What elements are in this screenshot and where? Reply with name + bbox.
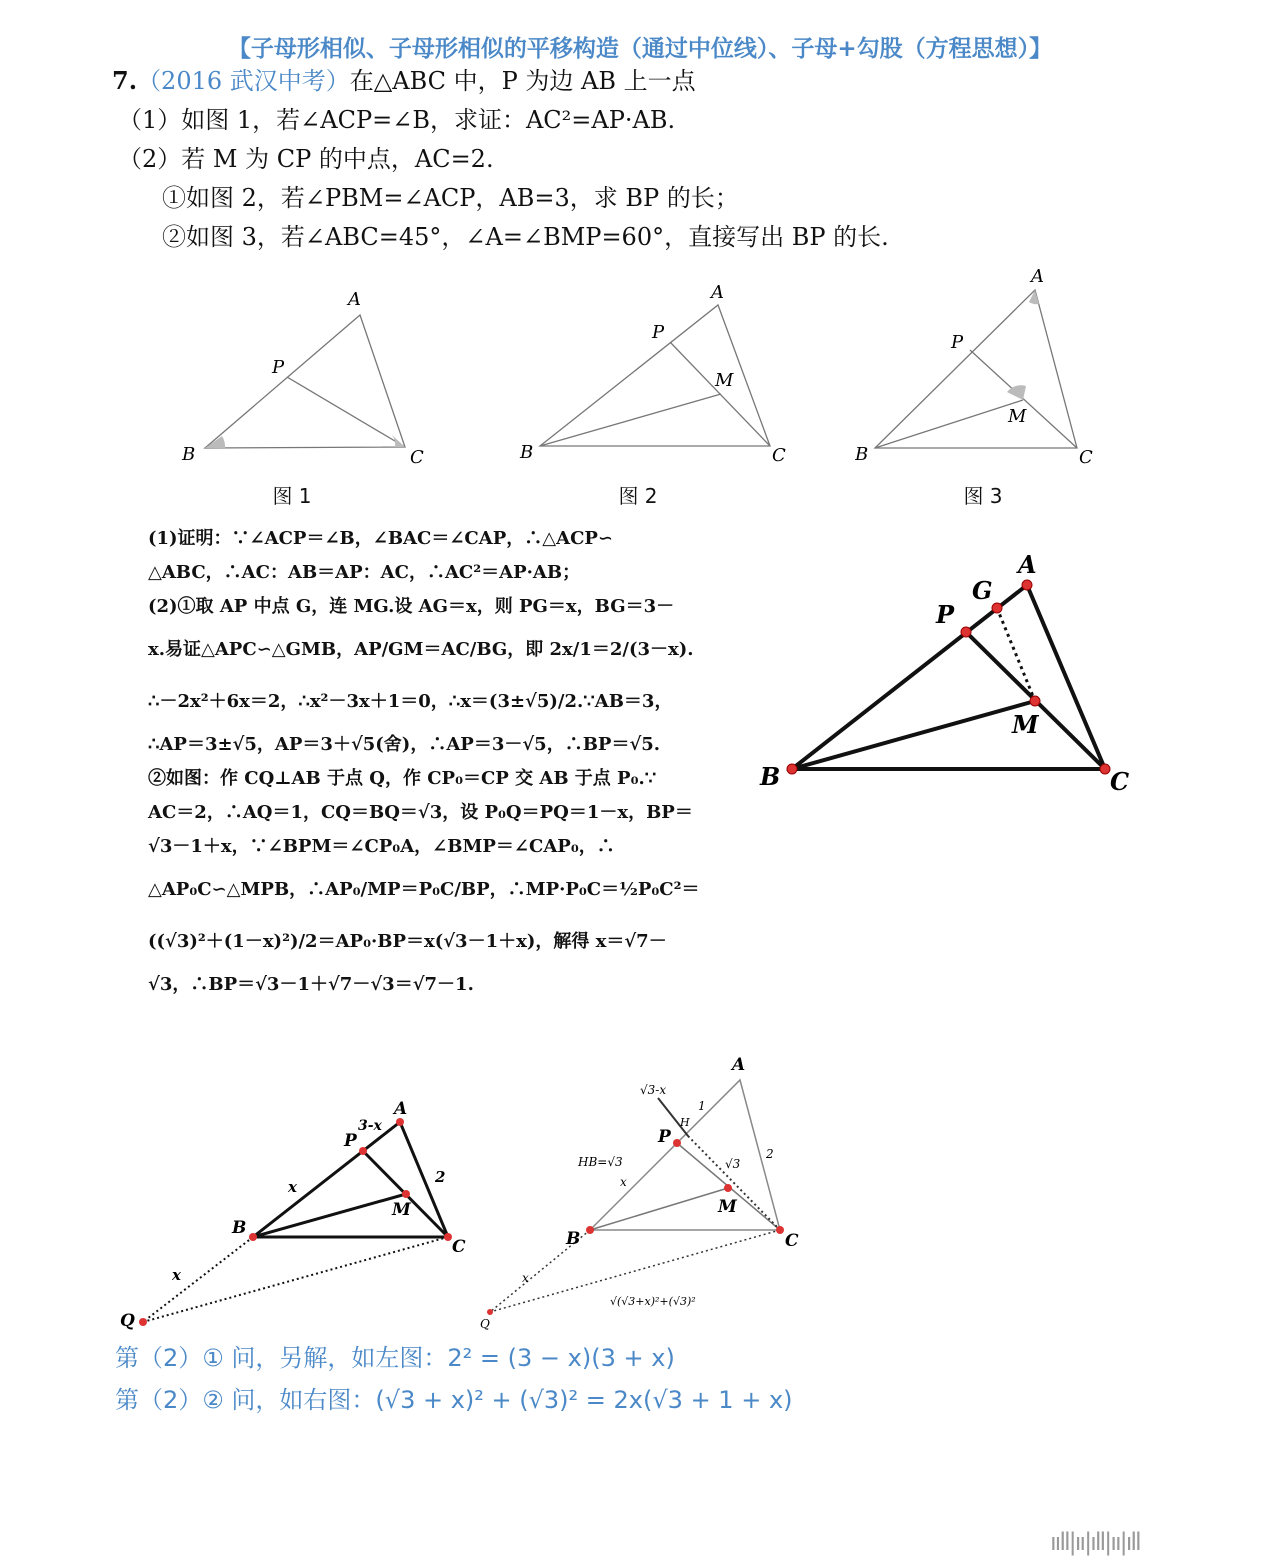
solution-block	[148, 522, 708, 1002]
solution-line: (1)证明：∵∠ACP＝∠B，∠BAC＝∠CAP，∴△ACP∽	[148, 528, 614, 549]
problem-line-1	[112, 62, 696, 100]
problem-source: （2016 武汉中考）	[137, 67, 350, 95]
fig3-label-c: C	[1079, 447, 1093, 468]
fig3-label-p: P	[951, 332, 964, 353]
br-label-1: 1	[698, 1099, 706, 1113]
fig2-label-p: P	[652, 322, 665, 343]
fig3-label-m: M	[1008, 406, 1027, 427]
fig2-label-a: A	[711, 282, 724, 303]
br-label-c: C	[785, 1231, 799, 1251]
solfig-label-g: G	[972, 576, 993, 605]
figure-1-caption: 图 1	[272, 484, 312, 508]
solfig-label-a: A	[1018, 550, 1037, 579]
br-label-q: Q	[480, 1317, 490, 1331]
figure-3	[855, 262, 1115, 472]
br-label-x: x	[620, 1175, 627, 1189]
bl-label-b: B	[232, 1218, 247, 1238]
page-header: 【子母形相似、子母形相似的平移构造（通过中位线）、子母+勾股（方程思想）】	[227, 36, 1053, 62]
problem-stem: 在△ABC 中，P 为边 AB 上一点	[349, 67, 696, 95]
watermark: ııll|ıı|ıll|ıı|ıll	[1050, 1528, 1140, 1556]
fig1-label-a: A	[348, 289, 361, 310]
br-label-b: B	[566, 1229, 581, 1249]
fig2-label-b: B	[520, 442, 534, 463]
br-label-sqrt3: √3	[725, 1157, 741, 1171]
bl-label-3x: 3-x	[358, 1118, 382, 1134]
figure-1	[170, 285, 450, 475]
br-label-a: A	[732, 1055, 746, 1075]
br-label-hb: HB=√3	[578, 1155, 623, 1169]
solution-line: ②如图：作 CQ⊥AB 于点 Q，作 CP₀＝CP 交 AB 于点 P₀.∵	[148, 768, 657, 789]
solution-line: x.易证△APC∽△GMB，AP/GM＝AC/BG，即 2x/1＝2/(3－x).	[148, 639, 694, 660]
problem-part2-1: ①如图 2，若∠PBM=∠ACP，AB=3，求 BP 的长；	[162, 184, 739, 212]
fig2-label-c: C	[772, 445, 786, 466]
bl-label-q: Q	[120, 1311, 135, 1331]
problem-number: 7.	[112, 66, 138, 95]
note-alt-solution-2: 第（2）② 问，如右图：(√3 + x)² + (√3)² = 2x(√3 + 1 + x)	[115, 1386, 793, 1414]
bl-label-m: M	[392, 1200, 411, 1220]
problem-part1: （1）如图 1，若∠ACP=∠B，求证：AC²=AP·AB.	[118, 106, 676, 134]
br-label-sqrt3x: √3-x	[640, 1083, 667, 1097]
fig3-label-a: A	[1031, 266, 1044, 287]
fig1-label-c: C	[410, 447, 424, 468]
solfig-label-m: M	[1012, 710, 1039, 739]
solfig-label-c: C	[1110, 767, 1130, 796]
bottom-right-figure	[470, 1050, 830, 1340]
problem-part2: （2）若 M 为 CP 的中点，AC=2.	[118, 145, 494, 173]
br-label-m: M	[718, 1197, 737, 1217]
figure-2	[515, 280, 795, 475]
fig3-label-b: B	[855, 444, 869, 465]
solution-line: √3，∴BP＝√3－1＋√7－√3＝√7－1.	[148, 974, 474, 995]
br-label-x2: x	[522, 1271, 529, 1285]
note-alt-solution-1: 第（2）① 问，另解，如左图：2² = (3 − x)(3 + x)	[115, 1344, 675, 1372]
fig1-label-p: P	[272, 357, 285, 378]
br-label-2: 2	[766, 1147, 774, 1161]
fig1-label-b: B	[182, 444, 196, 465]
bl-label-x: x	[288, 1178, 297, 1196]
solution-line: ∴－2x²＋6x＝2，∴x²－3x＋1＝0，∴x＝(3±√5)/2.∵AB＝3，	[148, 691, 673, 712]
solution-line: √3－1＋x，∵∠BPM＝∠CP₀A，∠BMP＝∠CAP₀，∴	[148, 836, 615, 857]
bl-label-p: P	[344, 1131, 357, 1151]
solution-line: ∴AP＝3±√5，AP＝3＋√5(舍)，∴AP＝3－√5，∴BP＝√5.	[148, 734, 661, 755]
br-label-hyp: √(√3+x)²+(√3)²	[610, 1295, 696, 1308]
solution-line: AC＝2，∴AQ＝1，CQ＝BQ＝√3，设 P₀Q＝PQ＝1－x，BP＝	[148, 802, 693, 823]
figure-2-caption: 图 2	[618, 484, 658, 508]
bl-label-2: 2	[435, 1168, 446, 1186]
problem-part2-2: ②如图 3，若∠ABC=45°，∠A=∠BMP=60°，直接写出 BP 的长.	[162, 223, 889, 251]
br-label-h: H	[680, 1116, 690, 1129]
bl-label-a: A	[394, 1099, 408, 1119]
solution-line: (2)①取 AP 中点 G，连 MG.设 AG＝x，则 PG＝x，BG＝3－	[148, 596, 675, 617]
solution-line: ((√3)²＋(1－x)²)/2＝AP₀·BP＝x(√3－1＋x)，解得 x＝√7－	[148, 931, 667, 952]
br-label-p: P	[658, 1127, 671, 1147]
bl-label-x2: x	[172, 1266, 181, 1284]
solution-line: △ABC，∴AC：AB＝AP：AC，∴AC²＝AP·AB；	[148, 562, 581, 583]
figure-3-caption: 图 3	[963, 484, 1003, 508]
bl-label-c: C	[452, 1237, 466, 1257]
bottom-left-figure	[110, 1090, 490, 1335]
solution-line: △AP₀C∽△MPB，∴AP₀/MP＝P₀C/BP，∴MP·P₀C＝½P₀C²＝	[148, 879, 700, 900]
fig2-label-m: M	[715, 370, 734, 391]
solution-figure-g	[750, 545, 1150, 805]
solfig-label-p: P	[936, 600, 955, 629]
solfig-label-b: B	[760, 762, 781, 791]
